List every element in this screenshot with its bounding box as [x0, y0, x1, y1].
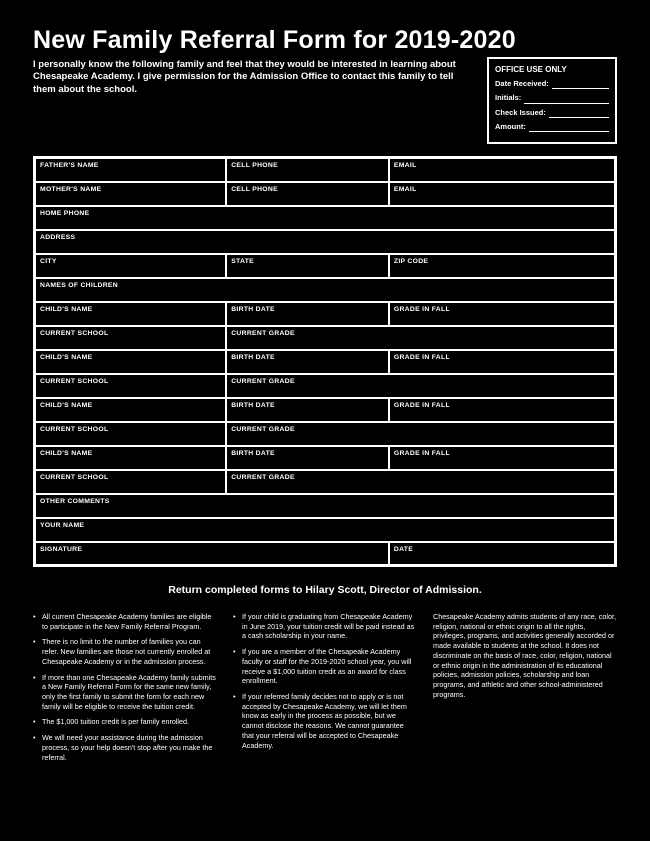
blank-line [552, 81, 609, 89]
field-cell-phone: CELL PHONE [226, 158, 389, 182]
field-childs-name: CHILD'S NAME [35, 446, 227, 470]
field-current-grade: CURRENT GRADE [226, 470, 615, 494]
note-item: • There is no limit to the number of families you can refer. New families are those not currently enrolled at Chesapeake Academy or in the admission process. [33, 637, 217, 666]
field-email: EMAIL [389, 182, 616, 206]
table-row [35, 422, 616, 446]
office-use-heading: OFFICE USE ONLY [495, 65, 567, 74]
field-grade-in-fall: GRADE IN FALL [389, 350, 616, 374]
note-item: • The $1,000 tuition credit is per family enrolled. [33, 717, 217, 727]
field-grade-in-fall: GRADE IN FALL [389, 302, 616, 326]
table-row [35, 446, 616, 470]
office-field-label: Date Received: [495, 79, 549, 88]
field-birth-date: BIRTH DATE [226, 350, 389, 374]
nondiscrimination-statement: Chesapeake Academy admits students of any race, color, religion, national or ethnic origin to all the rights, privileges, programs, and activities generally accorded or made available to students at the school. It does not discriminate on the basis of race, color, religion, national or ethnic origin in the administration of its educational policies, admission policies, scholarship and loan programs, and athletic and other school-administered programs. [433, 612, 616, 699]
field-mothers-name: MOTHER'S NAME [35, 182, 227, 206]
table-row [35, 494, 616, 518]
section-names-of-children: NAMES OF CHILDREN [35, 278, 616, 302]
field-childs-name: CHILD'S NAME [35, 398, 227, 422]
office-field-label: Amount: [495, 121, 526, 131]
table-row [35, 302, 616, 326]
notes-column-2 [233, 612, 417, 768]
field-current-grade: CURRENT GRADE [226, 326, 615, 350]
note-item: • All current Chesapeake Academy families are eligible to participate in the New Family Referral Program. [33, 612, 217, 631]
table-row [35, 278, 616, 302]
intro-text: I personally know the following family and feel that they would be interested in learning about Chesapeake Academy. I give permission for the Admission Office to contact this family to tell them about the school. [33, 59, 456, 95]
table-row [35, 470, 616, 494]
field-current-school: CURRENT SCHOOL [35, 470, 227, 494]
field-current-grade: CURRENT GRADE [226, 374, 615, 398]
field-date: DATE [389, 542, 616, 566]
header-row [33, 59, 617, 144]
office-use-box [487, 57, 617, 144]
field-home-phone: HOME PHONE [35, 206, 616, 230]
table-row [35, 182, 616, 206]
field-birth-date: BIRTH DATE [226, 446, 389, 470]
notes-column-3 [433, 612, 617, 768]
field-childs-name: CHILD'S NAME [35, 302, 227, 326]
return-instruction: Return completed forms to Hilary Scott, Director of Admission. [168, 584, 482, 596]
referral-form-table [33, 156, 617, 567]
note-item: • If you are a member of the Chesapeake Academy faculty or staff for the 2019-2020 school year, you will receive a $1,000 tuition credit as an award for class enrollment. [233, 647, 417, 686]
notes-column-1 [33, 612, 217, 768]
table-row [35, 350, 616, 374]
field-your-name: YOUR NAME [35, 518, 616, 542]
field-state: STATE [226, 254, 389, 278]
field-birth-date: BIRTH DATE [226, 398, 389, 422]
page-title: New Family Referral Form for 2019-2020 [33, 26, 516, 54]
note-item: • If your child is graduating from Chesapeake Academy in June 2019, your tuition credit will be paid instead as a cash scholarship in your name. [233, 612, 417, 641]
table-row [35, 254, 616, 278]
field-current-school: CURRENT SCHOOL [35, 326, 227, 350]
field-grade-in-fall: GRADE IN FALL [389, 446, 616, 470]
office-field-date-received [495, 78, 609, 89]
office-field-initials [495, 92, 609, 103]
table-row [35, 542, 616, 566]
note-item: • If more than one Chesapeake Academy family submits a New Family Referral Form for the same new family, only the first family to submit the form for each new family will be eligible to receive the tuition credit. [33, 673, 217, 712]
field-signature: SIGNATURE [35, 542, 389, 566]
field-current-grade: CURRENT GRADE [226, 422, 615, 446]
field-zip-code: ZIP CODE [389, 254, 616, 278]
field-email: EMAIL [389, 158, 616, 182]
blank-line [529, 124, 609, 132]
field-current-school: CURRENT SCHOOL [35, 374, 227, 398]
field-cell-phone: CELL PHONE [226, 182, 389, 206]
field-birth-date: BIRTH DATE [226, 302, 389, 326]
table-row [35, 326, 616, 350]
table-row [35, 374, 616, 398]
office-field-label: Initials: [495, 93, 522, 103]
table-row [35, 206, 616, 230]
field-childs-name: CHILD'S NAME [35, 350, 227, 374]
table-row [35, 518, 616, 542]
blank-line [524, 96, 609, 104]
office-field-amount [495, 121, 609, 132]
field-other-comments: OTHER COMMENTS [35, 494, 616, 518]
field-address: ADDRESS [35, 230, 616, 254]
note-item: • We will need your assistance during the admission process, so your help doesn't stop after you make the referral. [33, 733, 217, 762]
field-grade-in-fall: GRADE IN FALL [389, 398, 616, 422]
table-row [35, 398, 616, 422]
table-row [35, 230, 616, 254]
field-fathers-name: FATHER'S NAME [35, 158, 227, 182]
table-row [35, 158, 616, 182]
program-notes [33, 612, 617, 768]
blank-line [549, 110, 609, 118]
office-field-check-issued [495, 107, 609, 118]
field-current-school: CURRENT SCHOOL [35, 422, 227, 446]
office-field-label: Check Issued: [495, 107, 546, 117]
note-item: • If your referred family decides not to apply or is not accepted by Chesapeake Academy, we will let them know as early in the process as possible, but we cannot disclose the reasons. We cannot guarantee that your referral will be accepted to Chesapeake Academy. [233, 692, 417, 750]
field-city: CITY [35, 254, 227, 278]
